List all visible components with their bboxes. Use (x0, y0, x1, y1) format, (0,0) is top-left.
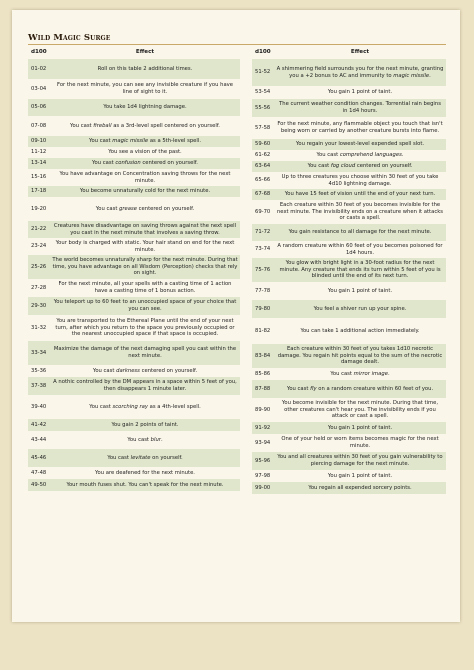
roll-range: 15-16 (31, 174, 47, 181)
table-row (28, 395, 240, 419)
roll-range: 45-46 (31, 454, 47, 461)
table-row (252, 380, 446, 398)
effect-text: For the next minute, any flammable object you touch that isn't being worn or carried by another creature bursts into flame. (277, 121, 443, 134)
effect-text: You cast blur. (127, 436, 163, 443)
table-row (252, 241, 446, 258)
table-row (252, 318, 446, 344)
roll-range: 79-80 (255, 305, 271, 312)
roll-range: 01-02 (31, 65, 47, 72)
roll-range: 19-20 (31, 205, 47, 212)
roll-range: 65-66 (255, 177, 271, 184)
effect-text: You gain resistance to all damage for the next minute. (288, 229, 432, 236)
table-row (252, 99, 446, 117)
roll-range: 29-30 (31, 302, 47, 309)
roll-range: 55-56 (255, 104, 271, 111)
roll-range: 81-82 (255, 327, 271, 334)
table-row (28, 479, 240, 491)
effect-text: Each creature within 30 feet of you becomes invisible for the next minute. The invisibility ends on a creature when it attacks or casts a spell. (276, 202, 443, 222)
table-row (28, 341, 240, 365)
roll-range: 09-10 (31, 138, 47, 145)
table-row (28, 365, 240, 377)
effect-text: You are deafened for the next minute. (95, 469, 195, 476)
table-row (252, 422, 446, 434)
roll-range: 05-06 (31, 104, 47, 111)
roll-range: 07-08 (31, 122, 47, 129)
roll-range: 31-32 (31, 324, 47, 331)
effect-text: You cast scorching ray as a 4th-level spell. (89, 403, 201, 410)
roll-range: 39-40 (31, 403, 47, 410)
roll-range: 97-98 (255, 472, 271, 479)
table-row (252, 434, 446, 452)
effect-text: For the next minute, all your spells with a casting time of 1 action have a casting time of 1 bonus action. (58, 281, 232, 294)
effect-text: You cast grease centered on yourself. (95, 205, 195, 212)
effect-text: You gain 1 point of taint. (327, 287, 393, 294)
effect-text: You cast confusion centered on yourself. (92, 160, 198, 167)
effect-text: You gain 1 point of taint. (327, 424, 393, 431)
table-row (252, 258, 446, 282)
roll-range: 57-58 (255, 124, 271, 131)
roll-range: 33-34 (31, 349, 47, 356)
effect-text: You cast mirror image. (330, 370, 390, 377)
table-title: Wild Magic Surge (28, 33, 111, 43)
table-row (28, 467, 240, 479)
table-row (252, 59, 446, 86)
effect-text: You have advantage on Concentration saving throws for the next minute. (59, 170, 231, 184)
roll-range: 35-36 (31, 367, 47, 374)
table-row (28, 197, 240, 221)
table-row (28, 116, 240, 136)
roll-range: 21-22 (31, 226, 47, 233)
effect-text: A nothic controlled by the DM appears in a space within 5 feet of you, then disappears 1 minute later. (53, 379, 237, 392)
roll-range: 85-86 (255, 370, 271, 377)
table-row (252, 344, 446, 368)
table-row (28, 255, 240, 279)
header-d100: d100 (255, 49, 271, 55)
table-row (252, 368, 446, 380)
roll-range: 17-18 (31, 188, 47, 195)
effect-text: You can take 1 additional action immediately. (300, 327, 420, 334)
effect-text: You regain your lowest-level expended spell slot. (295, 141, 425, 148)
effect-text: You take 1d4 lightning damage. (103, 104, 187, 111)
effect-text: Your mouth fuses shut. You can't speak for the next minute. (66, 481, 224, 488)
effect-text: You gain 1 point of taint. (327, 472, 393, 479)
table-row (252, 200, 446, 224)
table-row (252, 452, 446, 470)
effect-text: You cast magic missile as a 5th-level spell. (88, 138, 201, 145)
roll-range: 47-48 (31, 469, 47, 476)
effect-text: You become unnaturally cold for the next minute. (79, 188, 211, 195)
table-row (28, 136, 240, 147)
roll-range: 59-60 (255, 141, 271, 148)
roll-range: 25-26 (31, 263, 47, 270)
effect-text: A random creature within 60 feet of you becomes poisoned for 1d4 hours. (277, 242, 443, 256)
effect-text: One of your held or worn items becomes magic for the next minute. (281, 436, 439, 449)
roll-range: 37-38 (31, 382, 47, 389)
table-row (28, 221, 240, 238)
table-row (252, 139, 446, 150)
table-row (28, 79, 240, 99)
effect-text: Maximize the damage of the next damaging spell you cast within the next minute. (53, 346, 237, 359)
table-row (252, 300, 446, 318)
effect-text: You cast fly on a random creature within 60 feet of you. (286, 385, 434, 392)
table-row (252, 224, 446, 241)
effect-text: You have 15 feet of vision until the end of your next turn. (284, 191, 436, 198)
roll-range: 83-84 (255, 352, 271, 359)
roll-range: 91-92 (255, 424, 271, 431)
header-effect: Effect (350, 49, 370, 55)
table-right-column (252, 46, 446, 494)
effect-text: You cast comprehend languages. (316, 152, 404, 159)
table-row (28, 99, 240, 116)
table-header (28, 46, 240, 59)
effect-text: The current weather condition changes. Torrential rain begins in 1d4 hours. (279, 101, 441, 114)
roll-range: 67-68 (255, 191, 271, 198)
effect-text: You feel a shiver run up your spine. (313, 305, 407, 312)
effect-text: You cast darkness centered on yourself. (92, 367, 198, 374)
table-row (252, 398, 446, 422)
table-row (252, 282, 446, 300)
roll-range: 71-72 (255, 229, 271, 236)
effect-text: You become invisible for the next minute. During that time, other creatures can't hear you. The invisibility ends if you attack or cast a spell. (281, 400, 439, 420)
effect-text: You regain all expended sorcery points. (308, 484, 412, 491)
header-d100: d100 (31, 49, 47, 55)
table-row (252, 172, 446, 189)
roll-range: 49-50 (31, 481, 47, 488)
roll-range: 53-54 (255, 89, 271, 96)
effect-text: You cast fireball as a 3rd-level spell centered on yourself. (70, 122, 220, 129)
table-row (28, 431, 240, 449)
table-row (252, 161, 446, 172)
table-row (28, 186, 240, 197)
roll-range: 23-24 (31, 243, 47, 250)
effect-text: You are transported to the Ethereal Plane until the end of your next turn, after which you return to the space you previously occupied or the nearest unoccupied space if that space is occupied. (55, 318, 235, 338)
table-row (28, 419, 240, 431)
table-row (28, 238, 240, 255)
effect-text: You see a vision of the past. (108, 149, 182, 156)
effect-text: Roll on this table 2 additional times. (97, 65, 193, 72)
table-row (28, 279, 240, 297)
effect-text: For the next minute, you can see any invisible creature if you have line of sight to it. (56, 82, 234, 95)
effect-text: You glow with bright light in a 30-foot radius for the next minute. Any creature that ends its turn within 5 feet of you is blinded until the end of its next turn. (279, 260, 441, 280)
table-left-column (28, 46, 240, 491)
table-row (28, 158, 240, 169)
roll-range: 99-00 (255, 484, 271, 491)
roll-range: 73-74 (255, 246, 271, 253)
table-row (252, 189, 446, 200)
roll-range: 93-94 (255, 439, 271, 446)
effect-text: You gain 1 point of taint. (327, 89, 393, 96)
effect-text: Creatures have disadvantage on saving throws against the next spell you cast in the next minute that involves a saving throw. (53, 222, 237, 236)
effect-text: Each creature within 30 feet of you takes 1d10 necrotic damage. You regain hit points equal to the sum of the necrotic damage dealt. (277, 346, 443, 366)
roll-range: 63-64 (255, 163, 271, 170)
effect-text: A shimmering field surrounds you for the next minute, granting you a +2 bonus to AC and immunity to magic missile. (276, 65, 444, 79)
table-row (252, 117, 446, 139)
roll-range: 43-44 (31, 436, 47, 443)
header-effect: Effect (135, 49, 155, 55)
table-row (28, 377, 240, 395)
roll-range: 95-96 (255, 457, 271, 464)
effect-text: You and all creatures within 30 feet of you gain vulnerability to piercing damage for the next minute. (277, 454, 443, 467)
table-row (28, 147, 240, 158)
table-row (28, 169, 240, 186)
table-row (28, 297, 240, 315)
title-divider (28, 44, 446, 45)
roll-range: 87-88 (255, 385, 271, 392)
table-row (252, 86, 446, 99)
roll-range: 03-04 (31, 85, 47, 92)
roll-range: 61-62 (255, 152, 271, 159)
roll-range: 75-76 (255, 266, 271, 273)
effect-text: You teleport up to 60 feet to an unoccupied space of your choice that you can see. (53, 299, 237, 312)
table-row (252, 470, 446, 482)
roll-range: 27-28 (31, 284, 47, 291)
effect-text: Your body is charged with static. Your hair stand on end for the next minute. (55, 239, 235, 253)
table-row (252, 150, 446, 161)
effect-text: The world becomes unnaturally sharp for the next minute. During that time, you have advantage on all Wisdom (Perception) checks that rely on sight. (52, 257, 238, 277)
roll-range: 41-42 (31, 421, 47, 428)
effect-text: You gain 2 points of taint. (111, 421, 179, 428)
roll-range: 77-78 (255, 287, 271, 294)
effect-text: Up to three creatures you choose within 30 feet of you take 4d10 lightning damage. (281, 173, 439, 187)
roll-range: 51-52 (255, 69, 271, 76)
effect-text: You cast levitate on yourself. (107, 454, 183, 461)
table-row (28, 315, 240, 341)
roll-range: 11-12 (31, 149, 47, 156)
roll-range: 13-14 (31, 160, 47, 167)
table-row (28, 59, 240, 79)
roll-range: 69-70 (255, 208, 271, 215)
effect-text: You cast fog cloud centered on yourself. (307, 163, 413, 170)
table-row (28, 449, 240, 467)
table-header (252, 46, 446, 59)
roll-range: 89-90 (255, 406, 271, 413)
table-row (252, 482, 446, 494)
